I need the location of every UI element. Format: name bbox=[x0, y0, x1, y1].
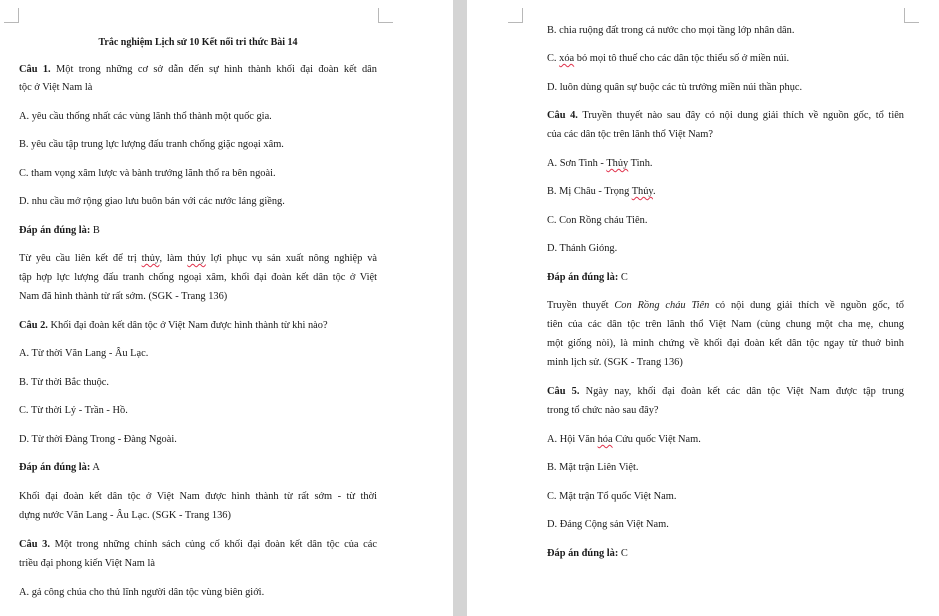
question-4-answer: Đáp án đúng là: C bbox=[547, 272, 628, 283]
question-1-option-c: C. tham vọng xâm lược và bành trướng lãnh thổ ra bên ngoài. bbox=[19, 168, 276, 179]
question-4-explanation-cont: minh lịch sử. (SGK - Trang 136) bbox=[547, 357, 683, 368]
question-3-text: Câu 3. Một trong những chính sách củng cố khối đại đoàn kết dân tộc của các bbox=[19, 539, 377, 550]
question-3-option-b: B. chia ruộng đất trong cả nước cho mọi tầng lớp nhân dân. bbox=[547, 25, 795, 36]
question-5-text-cont: trong tổ chức nào sau đây? bbox=[547, 405, 659, 416]
question-2-answer: Đáp án đúng là: A bbox=[19, 462, 100, 473]
question-4-option-c: C. Con Rồng cháu Tiên. bbox=[547, 215, 648, 226]
question-5-option-a: A. Hội Văn hóa Cứu quốc Việt Nam. bbox=[547, 434, 701, 445]
margin-corner-marker bbox=[904, 8, 919, 23]
question-1-explanation-cont: tập hợp lực lượng đấu tranh chống ngoại xâm, khối đại đoàn kết dân tộc ở Việt bbox=[19, 272, 377, 283]
question-3-option-d: D. luôn dùng quân sự buộc các tù trưởng miền núi thần phục. bbox=[547, 82, 803, 93]
question-5-text: Câu 5. Ngày nay, khối đại đoàn kết các dân tộc Việt Nam được tập trung bbox=[547, 386, 904, 397]
question-4-explanation: Truyền thuyết Con Rồng cháu Tiên có nội dung giải thích về nguồn gốc, tổ bbox=[547, 300, 904, 311]
question-4-text-cont: của các dân tộc trên lãnh thổ Việt Nam? bbox=[547, 129, 713, 140]
question-4-text: Câu 4. Truyền thuyết nào sau đây có nội dung giải thích về nguồn gốc, tổ tiên bbox=[547, 110, 905, 121]
question-2-explanation: Khối đại đoàn kết dân tộc ở Việt Nam được hình thành từ rất sớm - từ thời bbox=[19, 491, 377, 502]
question-5-option-d: D. Đảng Cộng sản Việt Nam. bbox=[547, 519, 669, 530]
question-2-option-b: B. Từ thời Bắc thuộc. bbox=[19, 377, 110, 388]
question-1-option-b: B. yêu cầu tập trung lực lượng đấu tranh chống giặc ngoại xâm. bbox=[19, 139, 284, 150]
question-4-option-b: B. Mị Châu - Trọng Thủy. bbox=[547, 186, 656, 197]
question-2-option-d: D. Từ thời Đàng Trong - Đàng Ngoài. bbox=[19, 434, 177, 445]
question-1-explanation-cont: Nam đã hình thành từ rất sớm. (SGK - Trang 136) bbox=[19, 291, 228, 302]
margin-corner-marker bbox=[508, 8, 523, 23]
question-1-answer: Đáp án đúng là: B bbox=[19, 225, 100, 236]
question-4-explanation-cont: một giống nòi), là minh chứng về khối đại đoàn kết dân tộc ngay từ thuở bình bbox=[547, 338, 904, 349]
question-1-text-cont: tộc ở Việt Nam là bbox=[19, 82, 93, 93]
question-3-option-c: C. xóa bỏ mọi tô thuế cho các dân tộc thiểu số ở miền núi. bbox=[547, 53, 790, 64]
margin-corner-marker bbox=[378, 8, 393, 23]
question-1-option-a: A. yêu cầu thống nhất các vùng lãnh thổ thành một quốc gia. bbox=[19, 111, 272, 122]
question-4-explanation-cont: tiên của các dân tộc trên lãnh thổ Việt Nam (cùng chung một cha mẹ, chung bbox=[547, 319, 904, 330]
question-5-option-b: B. Mặt trận Liên Việt. bbox=[547, 462, 639, 473]
document-page-left bbox=[0, 0, 453, 616]
document-title: Trắc nghiệm Lịch sử 10 Kết nối tri thức Bài 14 bbox=[98, 37, 298, 48]
question-2-text: Câu 2. Khối đại đoàn kết dân tộc ở Việt Nam được hình thành từ khi nào? bbox=[19, 320, 328, 331]
question-5-option-c: C. Mặt trận Tổ quốc Việt Nam. bbox=[547, 491, 677, 502]
question-1-text: Câu 1. Một trong những cơ sở dẫn đến sự hình thành khối đại đoàn kết dân bbox=[19, 64, 377, 75]
question-4-option-d: D. Thánh Gióng. bbox=[547, 243, 618, 254]
question-3-text-cont: triều đại phong kiến Việt Nam là bbox=[19, 558, 155, 569]
question-2-option-a: A. Từ thời Văn Lang - Âu Lạc. bbox=[19, 348, 149, 359]
question-4-option-a: A. Sơn Tinh - Thủy Tinh. bbox=[547, 158, 653, 169]
question-2-option-c: C. Từ thời Lý - Trần - Hồ. bbox=[19, 405, 128, 416]
question-3-option-a: A. gả công chúa cho thủ lĩnh người dân tộc vùng biên giới. bbox=[19, 587, 265, 598]
question-5-answer: Đáp án đúng là: C bbox=[547, 548, 628, 559]
document-page-right bbox=[467, 0, 939, 616]
margin-corner-marker bbox=[4, 8, 19, 23]
question-1-explanation: Từ yêu cầu liên kết để trị thủy, làm thủy lợi phục vụ sản xuất nông nghiệp và bbox=[19, 253, 378, 264]
question-2-explanation-cont: dựng nước Văn Lang - Âu Lạc. (SGK - Trang 136) bbox=[19, 510, 231, 521]
question-1-option-d: D. nhu cầu mở rộng giao lưu buôn bán với các nước láng giềng. bbox=[19, 196, 285, 207]
